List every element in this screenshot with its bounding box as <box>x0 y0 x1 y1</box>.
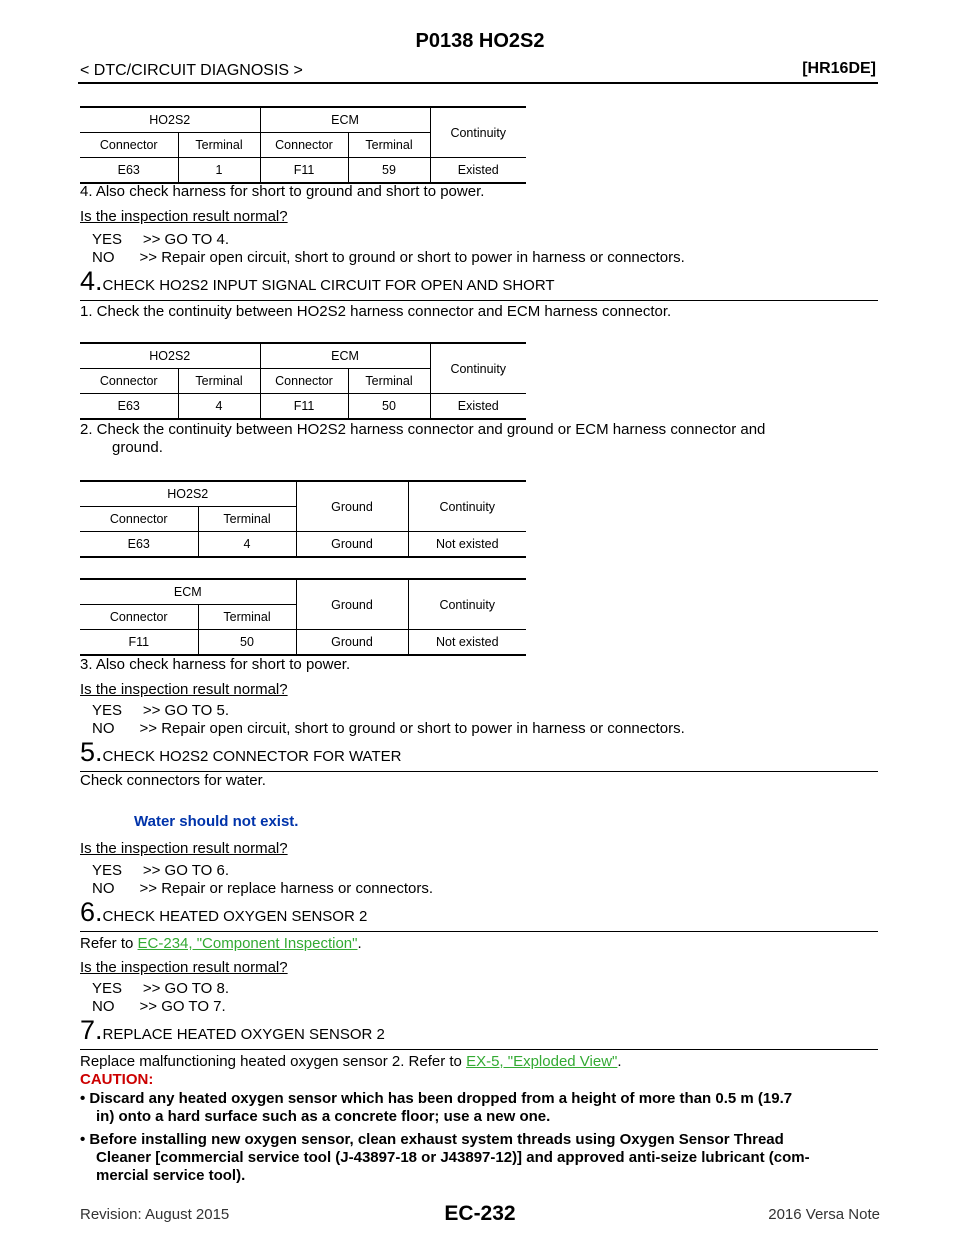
cell-ground: Ground <box>296 630 408 656</box>
header-terminal: Terminal <box>348 369 430 394</box>
cell-terminal: 59 <box>348 158 430 184</box>
revision-date: Revision: August 2015 <box>80 1206 230 1223</box>
ground-continuity-table-2 <box>80 578 526 656</box>
header-connector: Connector <box>260 133 348 158</box>
yes-result: YES >> GO TO 6. <box>92 862 230 879</box>
refer-prefix: Refer to <box>80 935 138 952</box>
header-terminal: Terminal <box>348 133 430 158</box>
page-title: P0138 HO2S2 <box>415 30 545 52</box>
header-terminal: Terminal <box>198 605 296 630</box>
table-row <box>80 158 526 184</box>
refer-text <box>80 934 362 953</box>
cell-terminal: 1 <box>178 158 260 184</box>
refer-suffix: . <box>357 935 362 952</box>
header-ground: Ground <box>296 579 408 630</box>
step-5-heading <box>80 737 878 772</box>
caution-bullet-continued: in) onto a hard surface such as a concrete floor; use a new one. <box>96 1108 551 1125</box>
table-row <box>80 630 526 656</box>
instruction-item: 3. Also check harness for short to power. <box>80 656 351 673</box>
caution-bullet-continued: Cleaner [commercial service tool (J-43897-18 or J43897-12)] and approved anti-seize lubricant (com- <box>96 1149 810 1166</box>
step-label: REPLACE HEATED OXYGEN SENSOR 2 <box>102 1026 385 1043</box>
header-continuity: Continuity <box>408 481 526 532</box>
table-row <box>80 394 526 420</box>
cell-continuity: Not existed <box>408 532 526 558</box>
section-label: < DTC/CIRCUIT DIAGNOSIS > <box>80 62 303 79</box>
engine-label: [HR16DE] <box>802 60 876 77</box>
header-ground: Ground <box>296 481 408 532</box>
cell-connector: E63 <box>80 394 178 420</box>
page-number: EC-232 <box>444 1202 516 1225</box>
continuity-table-2 <box>80 342 526 420</box>
header-connector: Connector <box>80 133 178 158</box>
instruction-item: 2. Check the continuity between HO2S2 harness connector and ground or ECM harness connector and <box>80 421 766 438</box>
step-label: CHECK HO2S2 INPUT SIGNAL CIRCUIT FOR OPEN AND SHORT <box>102 277 555 294</box>
header-terminal: Terminal <box>178 369 260 394</box>
no-result: NO >> Repair open circuit, short to ground or short to power in harness or connectors. <box>92 249 685 266</box>
instruction-item: 4. Also check harness for short to ground and short to power. <box>80 183 485 200</box>
step-label: CHECK HEATED OXYGEN SENSOR 2 <box>102 908 368 925</box>
step-6-heading <box>80 897 878 932</box>
table-row <box>80 532 526 558</box>
cell-connector: F11 <box>260 394 348 420</box>
cell-continuity: Existed <box>430 394 526 420</box>
component-inspection-link[interactable]: EC-234, "Component Inspection" <box>137 935 358 952</box>
continuity-table-1 <box>80 106 526 184</box>
header-connector: Connector <box>260 369 348 394</box>
no-result: NO >> Repair or replace harness or connectors. <box>92 880 433 897</box>
header-connector: Connector <box>80 369 178 394</box>
header-divider <box>78 82 878 84</box>
header-ho2s2: HO2S2 <box>80 107 260 133</box>
cell-terminal: 50 <box>348 394 430 420</box>
header-continuity: Continuity <box>430 343 526 394</box>
ground-continuity-table-1 <box>80 480 526 558</box>
step-number: 7. <box>80 1015 103 1045</box>
inspection-question: Is the inspection result normal? <box>80 208 288 225</box>
cell-connector: E63 <box>80 158 178 184</box>
step-number: 6. <box>80 897 103 927</box>
cell-terminal: 4 <box>198 532 296 558</box>
step-label: CHECK HO2S2 CONNECTOR FOR WATER <box>102 748 402 765</box>
cell-terminal: 50 <box>198 630 296 656</box>
header-continuity: Continuity <box>408 579 526 630</box>
yes-result: YES >> GO TO 4. <box>92 231 230 248</box>
cell-connector: F11 <box>80 630 198 656</box>
caution-bullet: • Before installing new oxygen sensor, clean exhaust system threads using Oxygen Sensor Thread <box>80 1131 784 1148</box>
step-number: 5. <box>80 737 103 767</box>
instruction-text: Check connectors for water. <box>80 772 266 789</box>
model-name: 2016 Versa Note <box>768 1206 880 1223</box>
header-terminal: Terminal <box>198 507 296 532</box>
cell-connector: F11 <box>260 158 348 184</box>
cell-continuity: Not existed <box>408 630 526 656</box>
caution-bullet-continued: mercial service tool). <box>96 1167 246 1184</box>
header-ecm: ECM <box>80 579 296 605</box>
step-number: 4. <box>80 266 103 296</box>
no-result: NO >> Repair open circuit, short to ground or short to power in harness or connectors. <box>92 720 685 737</box>
header-connector: Connector <box>80 605 198 630</box>
specification-text: Water should not exist. <box>134 813 299 830</box>
caution-bullet: • Discard any heated oxygen sensor which has been dropped from a height of more than 0.5 m (19.7 <box>80 1090 793 1107</box>
instruction-item-continued: ground. <box>112 439 163 456</box>
replace-suffix: . <box>617 1053 622 1070</box>
instruction-item: 1. Check the continuity between HO2S2 harness connector and ECM harness connector. <box>80 303 672 320</box>
header-ecm: ECM <box>260 343 430 369</box>
no-result: NO >> GO TO 7. <box>92 998 226 1015</box>
yes-result: YES >> GO TO 5. <box>92 702 230 719</box>
header-ecm: ECM <box>260 107 430 133</box>
cell-connector: E63 <box>80 532 198 558</box>
exploded-view-link[interactable]: EX-5, "Exploded View" <box>466 1053 618 1070</box>
inspection-question: Is the inspection result normal? <box>80 959 288 976</box>
header-ho2s2: HO2S2 <box>80 481 296 507</box>
cell-terminal: 4 <box>178 394 260 420</box>
header-terminal: Terminal <box>178 133 260 158</box>
header-ho2s2: HO2S2 <box>80 343 260 369</box>
yes-result: YES >> GO TO 8. <box>92 980 230 997</box>
header-connector: Connector <box>80 507 198 532</box>
replace-text <box>80 1052 622 1071</box>
caution-label: CAUTION: <box>80 1071 154 1088</box>
replace-prefix: Replace malfunctioning heated oxygen sensor 2. Refer to <box>80 1053 467 1070</box>
step-4-heading <box>80 266 878 301</box>
cell-ground: Ground <box>296 532 408 558</box>
inspection-question: Is the inspection result normal? <box>80 840 288 857</box>
header-continuity: Continuity <box>430 107 526 158</box>
step-7-heading <box>80 1015 878 1050</box>
cell-continuity: Existed <box>430 158 526 184</box>
inspection-question: Is the inspection result normal? <box>80 681 288 698</box>
